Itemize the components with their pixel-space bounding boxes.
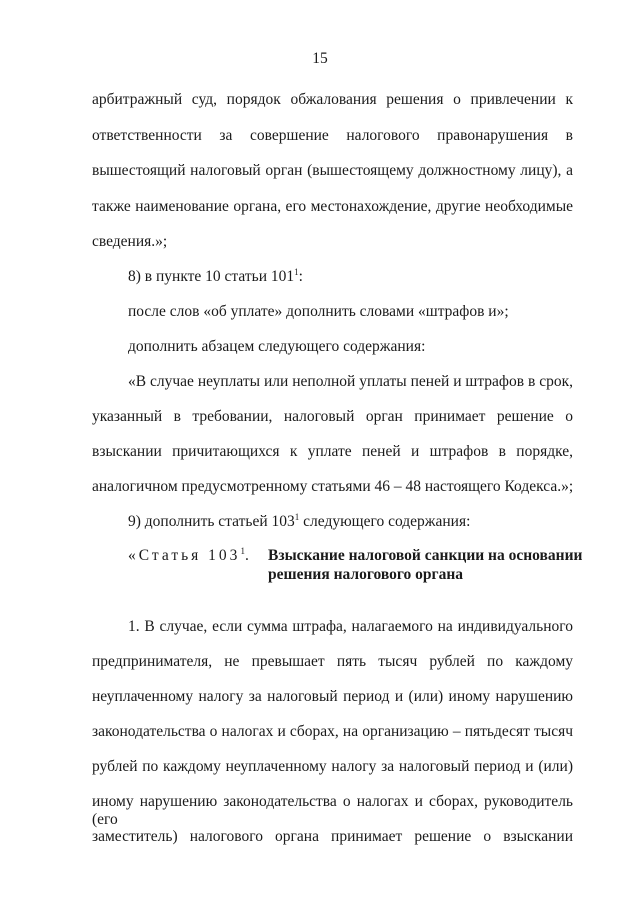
item-9-intro: 9) дополнить статьей $103^1$ следующего содержания:: [128, 512, 471, 530]
clause-line: предпринимателя, не превышает пять тысяч рублей по каждому: [92, 653, 573, 670]
paragraph-line: вышестоящий налоговый орган (вышестоящему должностному лицу), а: [92, 162, 573, 179]
clause-line: законодательства о налогах и сборах, на организацию – пятьдесят тысяч: [92, 723, 573, 740]
item-8-add-paragraph: дополнить абзацем следующего содержания:: [128, 338, 426, 355]
paragraph-line: также наименование органа, его местонахождение, другие необходимые: [92, 198, 573, 215]
paragraph-line: арбитражный суд, порядок обжалования решения о привлечении к: [92, 91, 573, 108]
quote-line: указанный в требовании, налоговый орган принимает решение о: [92, 408, 573, 425]
article-title-line-2: решения налогового органа: [268, 566, 463, 583]
clause-line: 1. В случае, если сумма штрафа, налагаемого на индивидуального: [128, 618, 573, 635]
clause-line: рублей по каждому неуплаченному налогу за налоговый период и (или): [92, 758, 573, 775]
clause-line: иному нарушению законодательства о налогах и сборах, руководитель (его: [92, 793, 573, 828]
paragraph-line: сведения.»;: [92, 233, 168, 250]
quote-line: аналогичном предусмотренному статьями 46 – 48 настоящего Кодекса.»;: [92, 478, 574, 495]
item-8-intro: 8) в пункте 10 статьи $101^1$:: [128, 267, 303, 285]
clause-line: заместитель) налогового органа принимает решение о взыскании: [92, 828, 573, 845]
article-title-line-1: Взыскание налоговой санкции на основании: [268, 547, 583, 564]
paragraph-line: ответственности за совершение налогового правонарушения в: [92, 127, 573, 144]
page-number: 15: [312, 50, 328, 67]
quote-line: взыскании причитающихся к уплате пеней и штрафов в порядке,: [92, 443, 573, 460]
article-label: «Статья $103^1$.: [128, 546, 249, 564]
clause-line: неуплаченному налогу за налоговый период и (или) иному нарушению: [92, 688, 573, 705]
quote-line: «В случае неуплаты или неполной уплаты пеней и штрафов в срок,: [128, 373, 573, 390]
item-8-after-words: после слов «об уплате» дополнить словами «штрафов и»;: [128, 303, 509, 320]
